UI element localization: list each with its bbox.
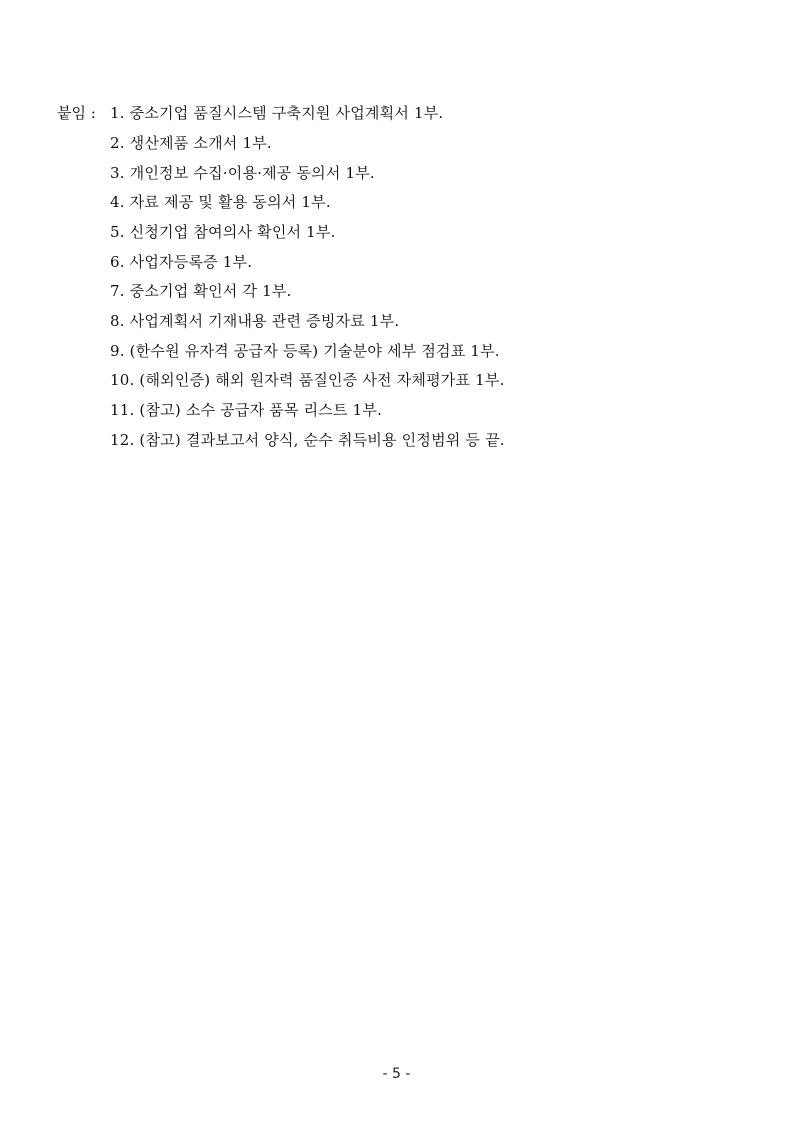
attachment-item-text: 3. 개인정보 수집·이용·제공 동의서 1부.	[110, 164, 375, 182]
attachment-item	[0, 339, 793, 363]
attachment-item-text: 6. 사업자등록증 1부.	[110, 253, 253, 271]
attachment-item-text: 2. 생산제품 소개서 1부.	[110, 134, 272, 152]
attachment-item	[0, 309, 793, 333]
attachment-item	[0, 220, 793, 244]
attachment-item-text: 5. 신청기업 참여의사 확인서 1부.	[110, 223, 336, 241]
attachment-item	[0, 250, 793, 274]
attachment-item	[0, 368, 793, 392]
attachment-item	[0, 428, 793, 452]
attachment-item	[0, 101, 793, 125]
attachment-item-text: 11. (참고) 소수 공급자 품목 리스트 1부.	[110, 401, 383, 419]
attachment-item-text: 9. (한수원 유자격 공급자 등록) 기술분야 세부 점검표 1부.	[110, 342, 500, 360]
attachment-item	[0, 279, 793, 303]
attachment-item	[0, 161, 793, 185]
attachment-item-text: 10. (해외인증) 해외 원자력 품질인증 사전 자체평가표 1부.	[110, 371, 505, 389]
attachments-label: 붙임 :	[57, 104, 96, 122]
attachment-item-text: 12. (참고) 결과보고서 양식, 순수 취득비용 인정범위 등 끝.	[110, 431, 505, 449]
attachment-item-text: 4. 자료 제공 및 활용 동의서 1부.	[110, 193, 331, 211]
page-number: - 5 -	[382, 1066, 411, 1082]
attachment-item	[0, 190, 793, 214]
attachment-item-text: 8. 사업계획서 기재내용 관련 증빙자료 1부.	[110, 312, 400, 330]
attachment-item	[0, 398, 793, 422]
attachment-item	[0, 131, 793, 155]
attachment-item-text: 7. 중소기업 확인서 각 1부.	[110, 282, 292, 300]
attachment-item-text: 1. 중소기업 품질시스템 구축지원 사업계획서 1부.	[110, 104, 444, 122]
